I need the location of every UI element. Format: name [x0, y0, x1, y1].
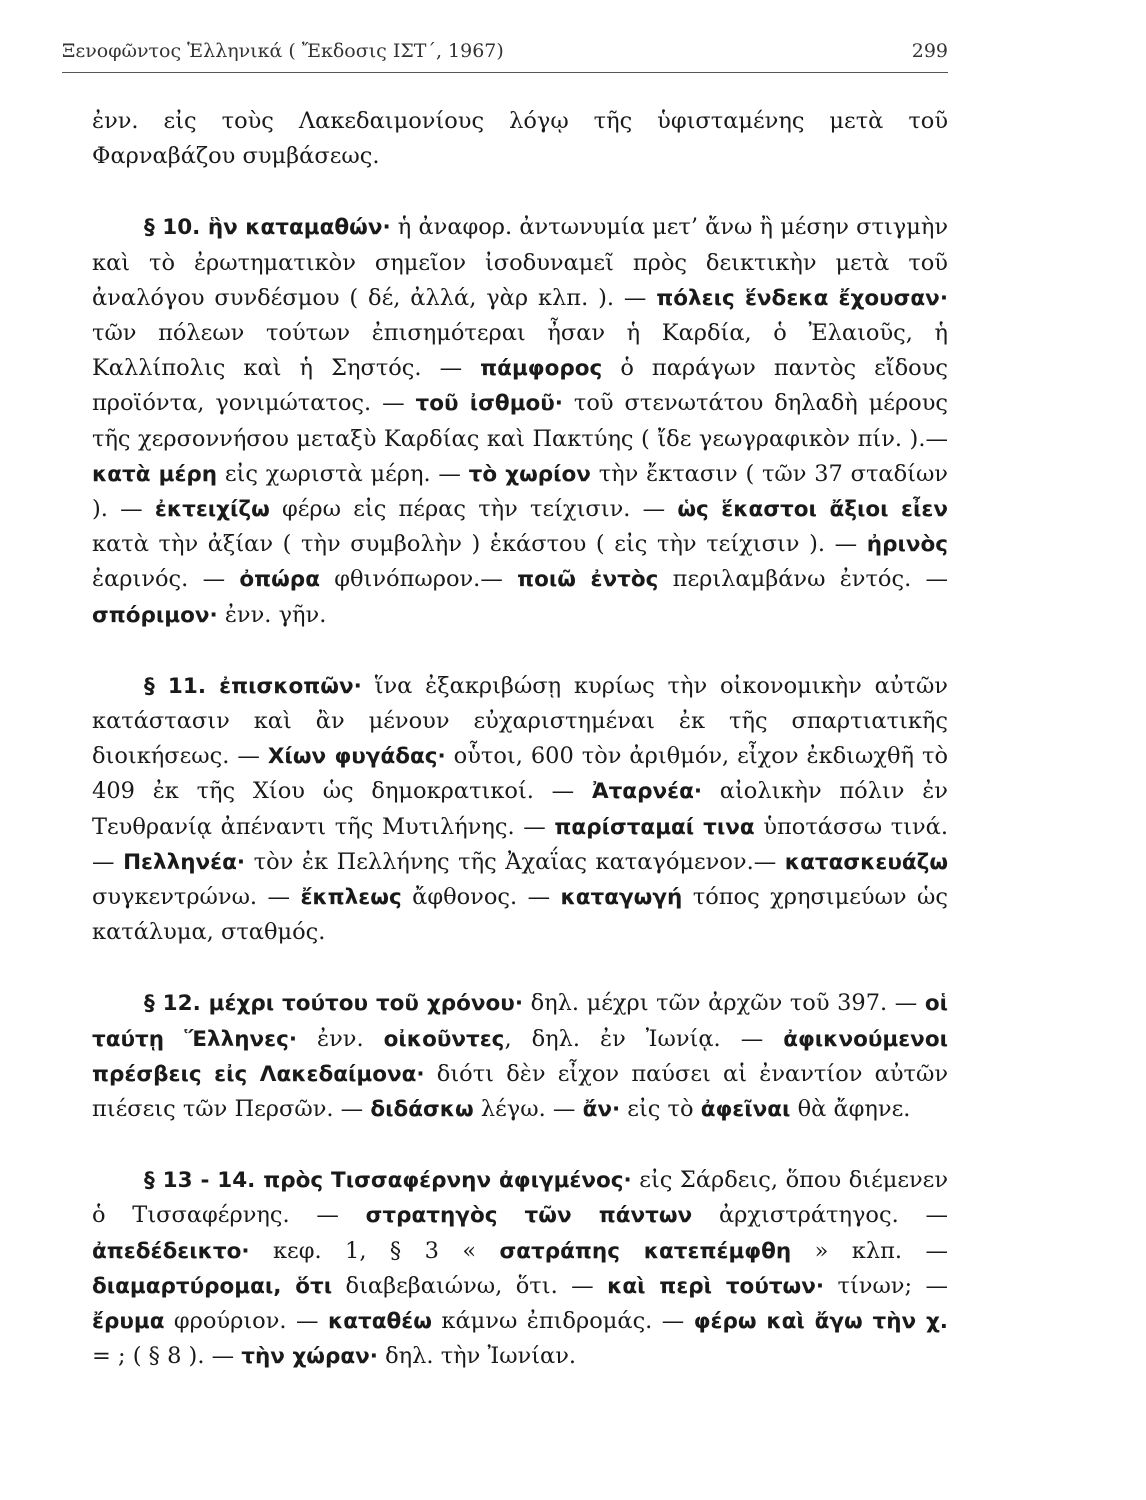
gloss-text: ὑποτάσσω τινά. — — [92, 813, 949, 875]
gloss-text: εἰς χωριστὰ μέρη. — — [217, 460, 469, 487]
lemma-term: Χίων φυγάδας· — [267, 744, 446, 770]
gloss-text: δηλ. τὴν Ἰωνίαν. — [377, 1343, 577, 1370]
lemma-term: § 13 - 14. — [144, 1168, 264, 1194]
gloss-text: ἐαρινός. — — [92, 566, 240, 593]
lemma-term: φέρω καὶ ἄγω τὴν χ. — [693, 1309, 948, 1335]
lemma-term: πάμφορος — [480, 356, 603, 382]
lemma-term: § 10. — [144, 215, 208, 241]
gloss-text: ἡ ἀναφορ. ἀντωνυμία μετ’ ἄνω ἢ μέσην στιγμὴν καὶ τὸ ἐρωτηματικὸν σημεῖον ἰσοδυναμεῖ πρὸς δεικτικὴν μετὰ τοῦ ἀναλόγου συνδέσμου ( δέ, ἀλλά, γὰρ κλπ. ). — — [92, 214, 948, 311]
paragraph-section-11 — [92, 669, 948, 951]
gloss-text: συγκεντρώνω. — — [92, 884, 301, 911]
header-rule — [62, 72, 948, 73]
gloss-text: εἰς τὸ — [620, 1096, 701, 1123]
running-title: Ξενοφῶντος Ἑλληνικά ( Ἔκδοσις ΙΣΤ΄, 1967) — [62, 40, 504, 62]
gloss-text: ἐνν. γῆν. — [217, 601, 327, 628]
gloss-text: περιλαμβάνω ἐντός. — — [658, 566, 948, 593]
gloss-text: = ; ( § 8 ). — — [92, 1343, 242, 1370]
lemma-term: καταθέω — [327, 1309, 432, 1335]
lemma-term: ἄν· — [582, 1097, 621, 1123]
gloss-text: οὗτοι, 600 τὸν ἀριθμόν, εἶχον ἐκδιωχθῆ τὸ 409 ἐκ τῆς Χίου ὡς δημοκρατικοί. — — [92, 743, 948, 805]
gloss-text: ἵνα ἐξακριβώσῃ κυρίως τὴν οἰκονομικὴν αὐτῶν κατάστασιν καὶ ἂν μένουν εὐχαριστημέναι ἐκ τῆς σπαρτιατικῆς διοικήσεως. — — [92, 672, 948, 770]
lemma-term: ἔκπλεως — [300, 885, 402, 911]
gloss-text: » κλπ. — — [791, 1237, 948, 1264]
lemma-term: καὶ περὶ τούτων· — [607, 1273, 825, 1299]
page-number: 299 — [911, 40, 948, 62]
lemma-term: § 12. — [144, 991, 209, 1017]
commentary-body — [92, 104, 948, 1375]
paragraph-0 — [92, 104, 948, 174]
lemma-term: Ἀταρνέα· — [591, 779, 703, 805]
lemma-term: τὴν χώραν· — [241, 1344, 378, 1370]
gloss-text: ὁ παράγων παντὸς εἴδους προϊόντα, γονιμώτατος. — — [92, 355, 948, 417]
lemma-term: ἣν καταμαθών· — [207, 215, 391, 241]
paragraph-section-12 — [92, 986, 948, 1127]
gloss-text: ἐνν. — [297, 1025, 384, 1052]
lemma-term: παρίσταμαί τινα — [554, 814, 755, 840]
lemma-term: ἀφεῖναι — [700, 1097, 791, 1123]
gloss-text: , δηλ. ἐν Ἰωνίᾳ. — — [504, 1025, 784, 1052]
gloss-text: κατὰ τὴν ἀξίαν ( τὴν συμβολὴν ) ἑκάστου ( εἰς τὴν τείχισιν ). — — [92, 531, 867, 558]
lemma-term: ἀπεδέδεικτο· — [92, 1238, 250, 1264]
gloss-text: διότι δὲν εἶχον παύσει αἱ ἐναντίον αὐτῶν πιέσεις τῶν Περσῶν. — — [92, 1060, 948, 1123]
gloss-text: τόπος χρησιμεύων ὡς κατάλυμα, σταθμός. — [92, 884, 948, 946]
lemma-term: σπόριμον· — [92, 602, 218, 628]
lemma-term: ἐπισκοπῶν· — [219, 673, 362, 699]
lemma-term: κατὰ μέρη — [92, 461, 218, 487]
lemma-term: τοῦ ἰσθμοῦ· — [415, 391, 563, 417]
lemma-term: ποιῶ ἐντὸς — [517, 567, 659, 593]
gloss-text: θὰ ἄφηνε. — [790, 1096, 911, 1123]
gloss-text: λέγω. — — [473, 1096, 583, 1123]
lemma-term: στρατηγὸς τῶν πάντων — [365, 1203, 693, 1229]
lemma-term: Πελληνέα· — [123, 849, 246, 875]
lemma-term: ἠρινὸς — [866, 532, 948, 558]
lemma-term: ἔρυμα — [92, 1309, 165, 1335]
lemma-term: σατράπης κατεπέμφθη — [499, 1238, 792, 1264]
paragraph-section-10 — [92, 210, 948, 632]
lemma-term: ὡς ἕκαστοι ἄξιοι εἶεν — [677, 497, 948, 523]
gloss-text: φέρω εἰς πέρας τὴν τείχισιν. — — [269, 496, 678, 523]
gloss-text: φρούριον. — — [164, 1308, 328, 1335]
lemma-term: μέχρι τούτου τοῦ χρόνου· — [208, 991, 523, 1017]
lemma-term: ὀπώρα — [239, 567, 320, 593]
lemma-term: οἱ ταύτῃ Ἕλληνες· — [92, 991, 949, 1052]
lemma-term: § 11. — [144, 673, 220, 699]
gloss-text: ἀρχιστράτηγος. — — [692, 1202, 948, 1229]
gloss-text: διαβεβαιώνω, ὅτι. — — [332, 1272, 608, 1299]
lemma-term: διαμαρτύρομαι, ὅτι — [92, 1273, 333, 1299]
lemma-term: πόλεις ἕνδεκα ἔχουσαν· — [656, 285, 948, 311]
lemma-term: ἀφικνούμενοι πρέσβεις εἰς Λακεδαίμονα· — [92, 1026, 948, 1087]
lemma-term: πρὸς Τισσαφέρνην ἀφιγμένος· — [263, 1168, 632, 1194]
lemma-term: τὸ χωρίον — [468, 461, 591, 487]
gloss-text: τῶν πόλεων τούτων ἐπισημότεραι ἦσαν ἡ Καρδία, ὁ Ἐλαιοῦς, ἡ Καλλίπολις καὶ ἡ Σηστός. — — [92, 320, 948, 382]
lemma-term: οἰκοῦντες — [383, 1026, 505, 1052]
gloss-text: κεφ. 1, § 3 « — [249, 1237, 500, 1264]
gloss-text: εἰς Σάρδεις, ὅπου διέμενεν ὁ Τισσαφέρνης. — — [92, 1167, 949, 1229]
lemma-term: καταγωγή — [560, 885, 683, 911]
running-header — [62, 40, 948, 62]
lemma-term: διδάσκω — [370, 1097, 474, 1123]
gloss-text: τὸν ἐκ Πελλήνης τῆς Ἀχαΐας καταγόμενον.— — [245, 848, 785, 875]
gloss-text: φθινόπωρον.— — [319, 566, 518, 593]
gloss-text: κάμνω ἐπιδρομάς. — — [431, 1308, 694, 1335]
gloss-text: ἐνν. εἰς τοὺς Λακεδαιμονίους λόγῳ τῆς ὑφισταμένης μετὰ τοῦ Φαρναβάζου συμβάσεως. — [92, 108, 948, 170]
gloss-text: δηλ. μέχρι τῶν ἀρχῶν τοῦ 397. — — [523, 990, 925, 1017]
lemma-term: ἐκτειχίζω — [154, 497, 270, 523]
lemma-term: κατασκευάζω — [784, 849, 948, 875]
gloss-text: ἄφθονος. — — [401, 884, 561, 911]
paragraph-section-13-14 — [92, 1163, 948, 1374]
gloss-text: τίνων; — — [824, 1272, 948, 1299]
gloss-text: τοῦ στενωτάτου δηλαδὴ μέρους τῆς χερσοννήσου μεταξὺ Καρδίας καὶ Πακτύης ( ἴδε γεωγραφικὸν πίν. ).— — [92, 390, 948, 452]
gloss-text: αἰολικὴν πόλιν ἐν Τευθρανίᾳ ἀπέναντι τῆς Μυτιλήνης. — — [92, 778, 948, 840]
gloss-text: τὴν ἔκτασιν ( τῶν 37 σταδίων ). — — [92, 460, 948, 523]
